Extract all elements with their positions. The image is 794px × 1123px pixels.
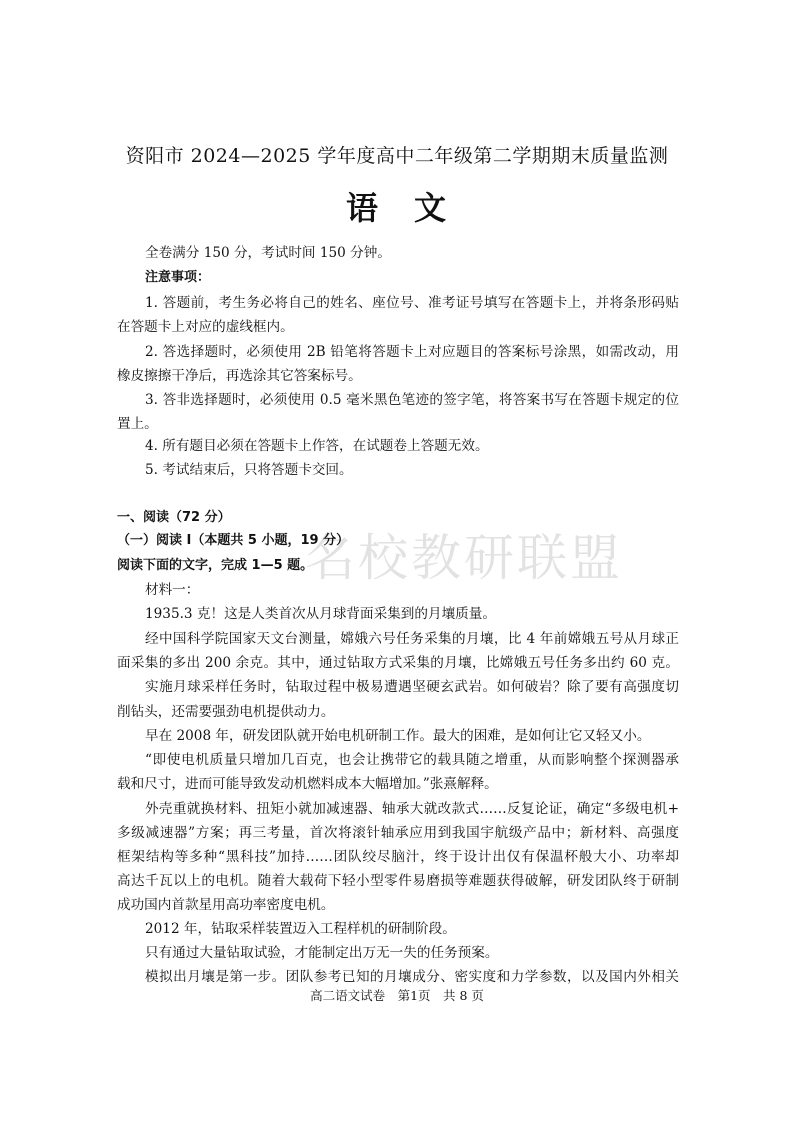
passage-paragraph-7: 2012 年，钻取采样装置迈入工程样机的研制阶段。 [145, 921, 456, 937]
reading-directive: 阅读下面的文字，完成 1—5 题。 [117, 558, 314, 573]
passage-paragraph-2-line-1: 经中国科学院国家天文台测量，嫦娥六号任务采集的月壤，比 4 年前嫦娥五号从月球正 [145, 631, 679, 647]
passage-paragraph-1: 1935.3 克！这是人类首次从月球背面采集到的月壤质量。 [145, 606, 496, 622]
material-label: 材料一： [145, 582, 200, 598]
sub-section-heading: （一）阅读 I（本题共 5 小题，19 分） [117, 533, 350, 548]
watermark: 名校教研联盟 [305, 529, 623, 587]
notice-item-1-line-1: 1. 答题前，考生务必将自己的姓名、座位号、准考证号填写在答题卡上，并将条形码贴 [145, 295, 679, 311]
passage-paragraph-3-line-2: 削钻头，还需要强劲电机提供动力。 [117, 704, 335, 720]
section-heading: 一、阅读（72 分） [117, 510, 231, 525]
passage-paragraph-2-line-2: 面采集的多出 200 余克。其中，通过钻取方式采集的月壤，比嫦娥五号任务多出约 60 克。 [117, 655, 679, 671]
notice-heading: 注意事项： [145, 270, 211, 285]
subject-title: 语 文 [345, 189, 448, 227]
passage-paragraph-6-line-2: 多级减速器”方案；再三考量，首次将滚针轴承应用到我国宇航级产品中；新材料、高强度 [117, 825, 679, 841]
passage-paragraph-6-line-1: 外壳重就换材料、扭矩小就加减速器、轴承大就改款式……反复论证，确定“多级电机+ [145, 801, 679, 817]
notice-item-4: 4. 所有题目必须在答题卡上作答，在试题卷上答题无效。 [145, 438, 489, 454]
passage-paragraph-6-line-5: 成功国内首款星用高功率密度电机。 [117, 897, 335, 913]
passage-paragraph-3-line-1: 实施月球采样任务时，钻取过程中极易遭遇坚硬玄武岩。如何破岩？除了要有高强度切 [145, 679, 679, 695]
notice-item-2-line-1: 2. 答选择题时，必须使用 2B 铅笔将答题卡上对应题目的答案标号涂黑，如需改动，用 [145, 344, 679, 360]
passage-paragraph-8: 只有通过大量钻取试验，才能制定出万无一失的任务预案。 [145, 945, 499, 961]
passage-paragraph-5-line-1: “即使电机质量只增加几百克，也会让携带它的载具随之增重，从而影响整个探测器承 [145, 752, 679, 768]
exam-title: 资阳市 2024—2025 学年度高中二年级第二学期期末质量监测 [125, 145, 669, 167]
notice-item-1-line-2: 在答题卡上对应的虚线框内。 [117, 319, 294, 335]
score-time-note: 全卷满分 150 分，考试时间 150 分钟。 [145, 245, 391, 261]
passage-paragraph-6-line-4: 高达千瓦以上的电机。随着大载荷下轻小型零件易磨损等难题获得破解，研发团队终于研制 [117, 873, 679, 889]
notice-item-5: 5. 考试结束后，只将答题卡交回。 [145, 462, 353, 478]
page-footer: 高二语文试卷 第1页 共 8 页 [310, 988, 484, 1003]
passage-paragraph-5-line-2: 载和尺寸，进而可能导致发动机燃料成本大幅增加。”张熹解释。 [117, 776, 498, 792]
notice-item-3-line-1: 3. 答非选择题时，必须使用 0.5 毫米黑色笔迹的签字笔，将答案书写在答题卡规定的位 [145, 392, 679, 408]
notice-item-2-line-2: 橡皮擦擦干净后，再选涂其它答案标号。 [117, 368, 362, 384]
passage-paragraph-9-line-1: 模拟出月壤是第一步。团队参考已知的月壤成分、密实度和力学参数，以及国内外相关 [145, 969, 679, 985]
notice-item-3-line-2: 置上。 [117, 416, 158, 432]
passage-paragraph-6-line-3: 框架结构等多种“黑科技”加持……团队绞尽脑汁，终于设计出仅有保温杯般大小、功率却 [117, 849, 679, 865]
passage-paragraph-4: 早在 2008 年，研发团队就开始电机研制工作。最大的困难，是如何让它又轻又小。 [145, 728, 651, 744]
